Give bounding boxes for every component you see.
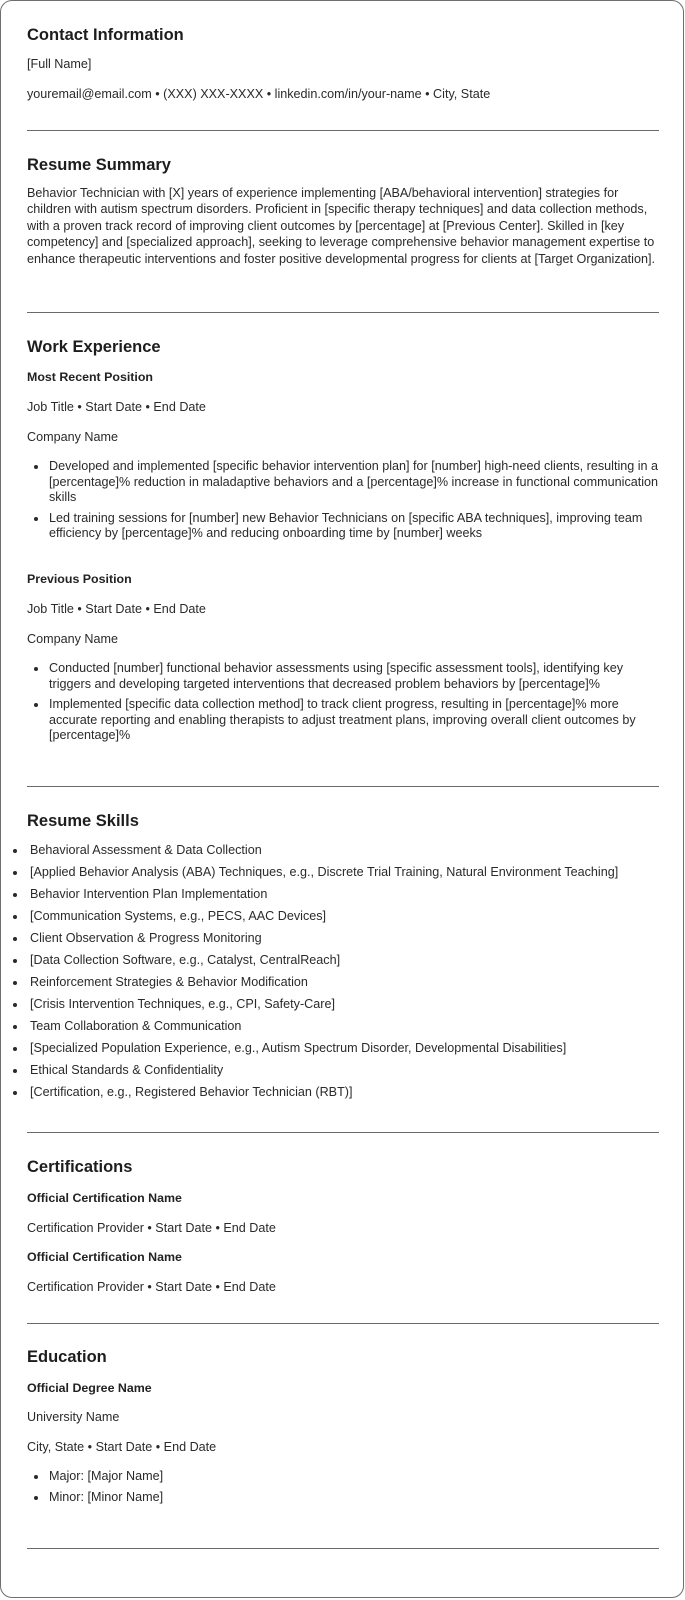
position-company: Company Name [27, 632, 118, 646]
skill-item: Reinforcement Strategies & Behavior Modification [1, 975, 661, 997]
certification-name: Official Certification Name [27, 1250, 182, 1264]
skill-item: Ethical Standards & Confidentiality [1, 1063, 661, 1085]
list-item: Conducted [number] functional behavior assessments using [specific assessment tools], identifying key triggers and developing targeted interventions that decreased problem behaviors by [percentage]% [27, 661, 659, 692]
education-details: City, State • Start Date • End Date [27, 1440, 217, 1454]
position-title-line: Job Title • Start Date • End Date [27, 400, 206, 414]
summary-heading: Resume Summary [27, 156, 171, 174]
position-bullets [27, 459, 659, 547]
experience-heading: Work Experience [27, 338, 161, 356]
skill-item: [Crisis Intervention Techniques, e.g., CPI, Safety-Care] [1, 997, 661, 1019]
skills-list [1, 843, 661, 1107]
position-bullets [27, 661, 659, 749]
section-divider [27, 1132, 659, 1133]
contact-details: youremail@email.com • (XXX) XXX-XXXX • linkedin.com/in/your-name • City, State [27, 87, 491, 101]
education-heading: Education [27, 1348, 107, 1366]
certification-details: Certification Provider • Start Date • End Date [27, 1221, 276, 1235]
skill-item: [Specialized Population Experience, e.g., Autism Spectrum Disorder, Developmental Disabilities] [1, 1041, 661, 1063]
section-divider [27, 312, 659, 313]
skill-item: [Certification, e.g., Registered Behavior Technician (RBT)] [1, 1085, 661, 1107]
certifications-heading: Certifications [27, 1158, 133, 1176]
skill-item: [Data Collection Software, e.g., Catalyst, CentralReach] [1, 953, 661, 975]
certification-name: Official Certification Name [27, 1191, 182, 1205]
certification-details: Certification Provider • Start Date • End Date [27, 1280, 276, 1294]
contact-heading: Contact Information [27, 26, 184, 44]
list-item: Major: [Major Name] [27, 1469, 659, 1485]
education-bullets [27, 1469, 659, 1510]
skill-item: Team Collaboration & Communication [1, 1019, 661, 1041]
skill-item: Behavioral Assessment & Data Collection [1, 843, 661, 865]
full-name: [Full Name] [27, 57, 92, 71]
position-title-line: Job Title • Start Date • End Date [27, 602, 206, 616]
university-name: University Name [27, 1410, 120, 1424]
list-item: Minor: [Minor Name] [27, 1490, 659, 1506]
skill-item: Client Observation & Progress Monitoring [1, 931, 661, 953]
position-company: Company Name [27, 430, 118, 444]
list-item: Developed and implemented [specific behavior intervention plan] for [number] high-need clients, resulting in a [percentage]% reduction in maladaptive behaviors and a [percentage]% increase in functional communication skills [27, 459, 659, 506]
section-divider [27, 1548, 659, 1549]
skill-item: [Communication Systems, e.g., PECS, AAC Devices] [1, 909, 661, 931]
degree-name: Official Degree Name [27, 1381, 152, 1395]
skills-heading: Resume Skills [27, 812, 139, 830]
summary-text: Behavior Technician with [X] years of experience implementing [ABA/behavioral intervention] strategies for children with autism spectrum disorders. Proficient in [specific therapy techniques] and data collection methods, with a proven track record of improving client outcomes by [percentage] at [Previous Center]. Skilled in [key competency] and [specialized approach], seeking to leverage comprehensive behavior management expertise to enhance therapeutic interventions and foster positive developmental progress for clients at [Target Organization]. [27, 186, 655, 266]
position-label: Most Recent Position [27, 370, 153, 384]
skill-item: [Applied Behavior Analysis (ABA) Techniques, e.g., Discrete Trial Training, Natural Environment Teaching] [1, 865, 661, 887]
list-item: Implemented [specific data collection method] to track client progress, resulting in [percentage]% more accurate reporting and enabling therapists to adjust treatment plans, improving overall client outcomes by [percentage]% [27, 697, 659, 744]
section-divider [27, 1323, 659, 1324]
section-divider [27, 130, 659, 131]
position-label: Previous Position [27, 572, 132, 586]
section-divider [27, 786, 659, 787]
list-item: Led training sessions for [number] new Behavior Technicians on [specific ABA techniques], improving team efficiency by [percentage]% and reducing onboarding time by [number] weeks [27, 511, 659, 542]
skill-item: Behavior Intervention Plan Implementation [1, 887, 661, 909]
